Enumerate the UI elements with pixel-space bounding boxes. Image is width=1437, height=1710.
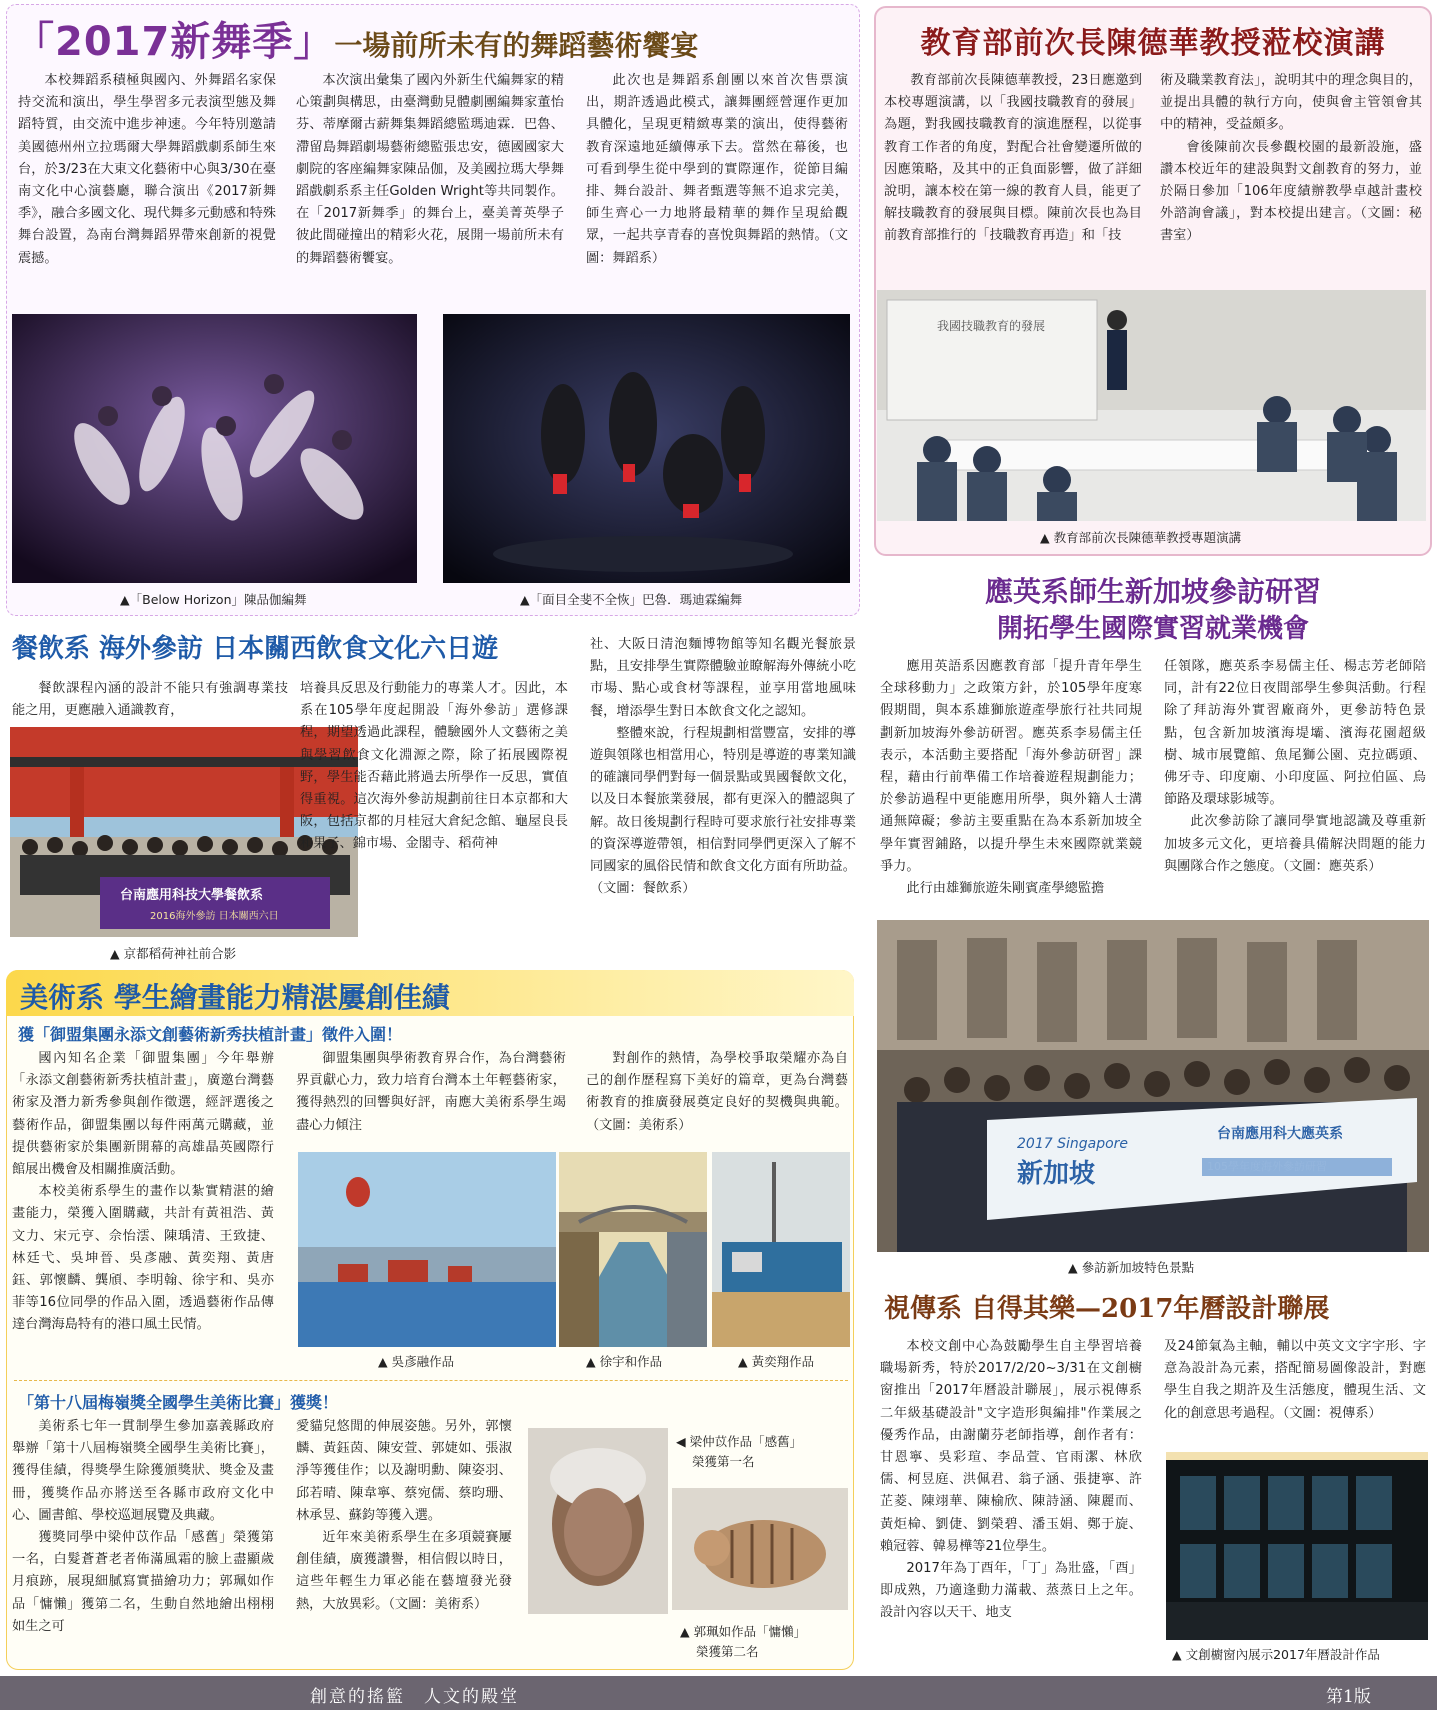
- design-photo-image: [1166, 1452, 1428, 1640]
- catering-title: 餐飲系 海外參訪 日本關西飲食文化六日遊: [12, 634, 499, 664]
- design-title: 視傳系 自得其樂—2017年曆設計聯展: [884, 1294, 1330, 1324]
- catering-caption: ▲ 京都稻荷神社前合影: [110, 946, 237, 961]
- dance-caption-2: ▲「面目全斐不全恢」巴魯．瑪迪霖編舞: [520, 592, 743, 607]
- dance-photo-2: [443, 314, 850, 583]
- english-photo-image: [877, 920, 1429, 1252]
- english-col2: 任領隊，應英系李易儒主任、楊志芳老師陪同，計有22位日夜間部學生參與活動。行程除了拜訪海外實習廠商外，更參訪特色景點，包含新加坡濱海堤壩、濱海花園超級樹、城市展覽館、魚尾獅公園、克拉碼頭、佛牙寺、印度廟、小印度區、阿拉伯區、烏節路及環球影城等。 此次參訪除了讓同學實地認識及尊重新加坡多元文化，更培養具備解決問題的能力與團隊合作之態度。（文圖：應英系）: [1164, 659, 1426, 874]
- arts-caption-c: ▲ 黃奕翔作品: [738, 1354, 815, 1369]
- arts-cat-painting: [672, 1488, 848, 1610]
- design-photo: [1166, 1452, 1428, 1640]
- dance-col1: 本校舞蹈系積極與國內、外舞蹈名家保持交流和演出，學生學習多元表演型態及舞蹈特質，由交流中進步神速。今年特別邀請美國德州州立拉瑪爾大學舞蹈戲劇系師生來台，於3/23在大東文化藝術中心與3/30在臺南文化中心演藝廳，聯合演出《2017新舞季》，融合多國文化、現代舞多元動感和特殊舞台設置，為南台灣舞蹈界帶來創新的視覺震撼。: [18, 73, 276, 266]
- arts-title: 美術系 學生繪畫能力精湛屢創佳績: [20, 981, 450, 1014]
- arts-cat-painting-image: [672, 1488, 848, 1610]
- arts-portrait: [528, 1428, 668, 1614]
- arts-caption-d2: ▲ 郭珮如作品「慵懶」 榮獲第二名: [680, 1624, 807, 1659]
- dance-col2: 本次演出彙集了國內外新生代編舞家的精心策劃與構思，由臺灣動見體劇團編舞家董怡芬、蒂摩爾古薪舞集舞蹈總監瑪迪霖．巴魯、滯留島舞蹈劇場藝術總監張忠安，德國國家大劇院的客座編舞家陳品伽，及美國拉瑪大學舞蹈戲劇系系主任Golden Wright等共同製作。在「2017新舞季」的舞台上，臺美菁英學子彼此間碰撞出的精彩火花，展開一場前所未有的舞蹈藝術饗宴。: [296, 73, 564, 266]
- arts-col1: 國內知名企業「御盟集團」今年舉辦「永添文創藝術新秀扶植計畫」，廣邀台灣藝術家及潛力新秀參與創作徵選，經評選後之藝術作品，御盟集團以每件兩萬元購藏，並提供藝術家於集團新開幕的高雄晶英國際行館展出機會及相關推廣活動。 本校美術系學生的畫作以紮實精湛的繪畫能力，榮獲入圍購藏，共計有黃祖浩、黃文力、宋元亨、佘怡澐、陳瑀清、王致捷、林廷弋、吳坤晉、吳彥融、黃奕翔、黃唐鈺、郭懷麟、龔頎、李明翰、徐宇和、吳亦菲等16位同學的作品入圍，透過藝術作品傳達台灣海島特有的港口風土民情。: [12, 1051, 274, 1333]
- arts-divider: [14, 1380, 848, 1381]
- lecture-col2: 術及職業教育法」，說明其中的理念與目的，並提出具體的執行方向，使與會主管領會其中的精神，受益頗多。 會後陳前次長參觀校園的最新設施，盛讚本校近年的建設與對文創教育的努力，並於隔日參加「106年度績辦教學卓越計畫校外諮詢會議」，對本校提出建言。（文圖：秘書室）: [1160, 73, 1422, 244]
- dance-title-bracket: 「2017新舞季」: [14, 19, 335, 65]
- arts-painting-a-image: [298, 1152, 556, 1347]
- arts-caption-d1: ◀ 梁仲苡作品「感舊」 榮獲第一名: [676, 1434, 803, 1469]
- english-banner-a: 2017 Singapore: [1017, 1136, 1129, 1152]
- english-caption: ▲ 參訪新加坡特色景點: [1068, 1260, 1195, 1275]
- arts-portrait-image: [528, 1428, 668, 1614]
- arts-sub1: 獲「御盟集團永添文創藝術新秀扶植計畫」徵件入圍！: [18, 1025, 403, 1044]
- arts-painting-c-image: [712, 1152, 850, 1347]
- arts-col4: 美術系七年一貫制學生參加嘉義縣政府舉辦「第十八屆梅嶺獎全國學生美術比賽」，獲得佳績，得獎學生除獲頒獎狀、獎金及畫冊，獲獎作品亦將送至各縣市政府文化中心、圖書館、學校巡迴展覽及典藏。 獲獎同學中梁仲苡作品「感舊」榮獲第一名，白髮蒼蒼老者佈滿風霜的臉上盡顯歲月痕跡，展現細膩寫實描繪功力；郭珮如作品「慵懶」獲第二名，生動自然地繪出栩栩如生之可: [12, 1419, 274, 1634]
- lecture-photo: [877, 290, 1426, 521]
- dance-caption-1: ▲「Below Horizon」陳品伽編舞: [120, 592, 307, 607]
- dance-photo-1: [12, 314, 417, 583]
- english-banner-b: 新加坡: [1017, 1159, 1096, 1189]
- footer-bar: [0, 1676, 1437, 1710]
- lecture-caption: ▲ 教育部前次長陳德華教授專題演講: [1040, 530, 1242, 545]
- arts-col5: 愛貓兒悠閒的伸展姿態。另外，郭懷麟、黃鈺茵、陳安萱、郭婕如、張淑淨等獲佳作；以及謝明勳、陳姿羽、邱若晴、陳韋寧、蔡宛儒、蔡昀珊、林承昱、蘇鈞等獲入選。 近年來美術系學生在多項競賽屢創佳績，廣獲讚譽，相信假以時日，這些年輕生力軍必能在藝壇發光發熱，大放異彩。（文圖：美術系）: [296, 1419, 512, 1612]
- catering-p1: 餐飲課程內涵的設計不能只有強調專業技能之用，更應融入通識教育，: [12, 681, 288, 719]
- english-title-2: 開拓學生國際實習就業機會: [996, 614, 1309, 644]
- lecture-screen-text: 我國技職教育的發展: [937, 319, 1046, 333]
- english-photo: [877, 920, 1429, 1252]
- dance-title-rest: 一場前所未有的舞蹈藝術饗宴: [334, 29, 699, 62]
- english-col1: 應用英語系因應教育部「提升青年學生全球移動力」之政策方針，於105學年度寒假期間，與本系雄獅旅遊產學旅行社共同規劃新加坡海外參訪研習。應英系李易儒主任表示，本活動主要搭配「海外參訪研習」課程，藉由行前準備工作培養遊程規劃能力；於參訪過程中更能應用所學，與外籍人士溝通無障礙；參訪主要重點在為本系新加坡全學年實習鋪路，以提升學生未來國際就業競爭力。 此行由雄獅旅遊朱剛賓產學總監擔: [880, 659, 1142, 897]
- dance-col3: 此次也是舞蹈系創團以來首次售票演出，期許透過此模式，讓舞團經營運作更加具體化，呈現更精緻專業的演出，使得藝術教育深遠地延續傳承下去。當然在幕後，也可看到學生從中學到的實際運作，從節目編排、舞台設計、舞者甄選等無不追求完美，師生齊心一力地將最精華的舞作呈現給觀眾，一起共享青春的喜悅與舞蹈的熱情。（文圖：舞蹈系）: [586, 73, 848, 266]
- lecture-photo-image: [877, 290, 1426, 521]
- lecture-col1: 教育部前次長陳德華教授，23日應邀到本校專題演講，以「我國技職教育的發展」為題，對我國技職教育的演進歷程，以從事教育工作者的角度，對配合社會變遷所做的因應策略，及其中的正負面影響，做了詳細說明，讓本校在第一線的教育人員，能更了解技職教育的發展與目標。陳前次長也為目前教育部推行的「技職教育再造」和「技: [884, 73, 1142, 244]
- arts-painting-c: [712, 1152, 850, 1347]
- lecture-title: 教育部前次長陳德華教授蒞校演講: [920, 26, 1386, 61]
- catering-p2: 培養具反思及行動能力的專業人才。因此，本系在105學年度起開設「海外參訪」選修課程，期望透過此課程，體驗國外人文藝術之美與學習飲食文化淵源之際，除了拓展國際視野，學生能否藉此將過去所學作一反思，實值得重視。這次海外參訪規劃前往日本京都和大阪，包括京都的月桂冠大倉紀念館、龜屋良長和果子、錦市場、金閣寺、稻荷神: [300, 681, 568, 852]
- arts-caption-b: ▲ 徐宇和作品: [586, 1354, 663, 1369]
- arts-col2: 御盟集團與學術教育界合作，為台灣藝術界貢獻心力，致力培育台灣本土年輕藝術家，獲得熱烈的回響與好評，南應大美術系學生竭盡心力傾注: [296, 1051, 566, 1133]
- arts-painting-a: [298, 1152, 556, 1347]
- design-col1: 本校文創中心為鼓勵學生自主學習培養職場新秀，特於2017/2/20~3/31在文創櫥窗推出「2017年曆設計聯展」，展示視傳系二年級基礎設計"文字造形與編排"作業展之優秀作品，由謝蘭芬老師指導，創作者有：甘恩寧、吳彩瑄、李品萱、官雨潔、林欣儒、柯昱庭、洪佩君、翁子涵、張捷寧、許芷菱、陳翊華、陳榆欣、陳詩涵、陳麗而、黃炬椧、劉倢、劉榮碧、潘玉娟、鄭于旋、賴冠蓉、韓易樺等21位學生。 2017年為丁酉年，「丁」為壯盛，「酉」即成熟，乃適逢動力滿載、蒸蒸日上之年。設計內容以天干、地支: [880, 1339, 1142, 1621]
- catering-banner-sub: 2016海外參訪 日本關西六日: [150, 911, 279, 922]
- design-col2: 及24節氣為主軸，輔以中英文文字字形、字意為設計為元素，搭配簡易圖像設計，對應學生自我之期許及生活態度，體現生活、文化的創意思考過程。（文圖：視傳系）: [1164, 1339, 1426, 1421]
- dance-photo-2-image: [443, 314, 850, 583]
- arts-caption-a: ▲ 吳彥融作品: [378, 1354, 455, 1369]
- catering-p3: 社、大阪日清泡麵博物館等知名觀光餐旅景點，且安排學生實際體驗並瞭解海外傳統小吃市場、點心或食材等課程，並享用當地風味餐，增添學生對日本飲食文化之認知。 整體來說，行程規劃相當豐富，安排的導遊與領隊也相當用心，特別是導遊的專業知識的確讓同學們對每一個景點或異國餐飲文化，以及日本餐旅業發展，都有更深入的體認與了解。故日後規劃行程時可要求旅行社安排專業的資深導遊帶領，相信對同學們更深入了解不同國家的風俗民情和飲食文化方面有所助益。（文圖：餐飲系）: [590, 637, 856, 897]
- footer-motto: 創意的搖籃 人文的殿堂: [310, 1687, 519, 1707]
- arts-col3: 對創作的熱情，為學校爭取榮耀亦為自己的創作歷程寫下美好的篇章，更為台灣藝術教育的推廣發展奠定良好的契機與典範。（文圖：美術系）: [586, 1051, 848, 1133]
- arts-painting-b-image: [559, 1152, 707, 1347]
- dance-photo-1-image: [12, 314, 417, 583]
- footer-page-number: 第1版: [1326, 1687, 1371, 1707]
- english-banner-c: 台南應用科大應英系: [1217, 1126, 1343, 1142]
- arts-sub2: 「第十八屆梅嶺獎全國學生美術比賽」獲獎！: [18, 1393, 339, 1412]
- design-caption: ▲ 文創櫥窗內展示2017年曆設計作品: [1172, 1647, 1380, 1662]
- dance-title: [14, 10, 854, 65]
- english-title-1: 應英系師生新加坡參訪研習: [984, 575, 1321, 608]
- arts-painting-b: [559, 1152, 707, 1347]
- catering-banner-text: 台南應用科技大學餐飲系: [120, 888, 264, 903]
